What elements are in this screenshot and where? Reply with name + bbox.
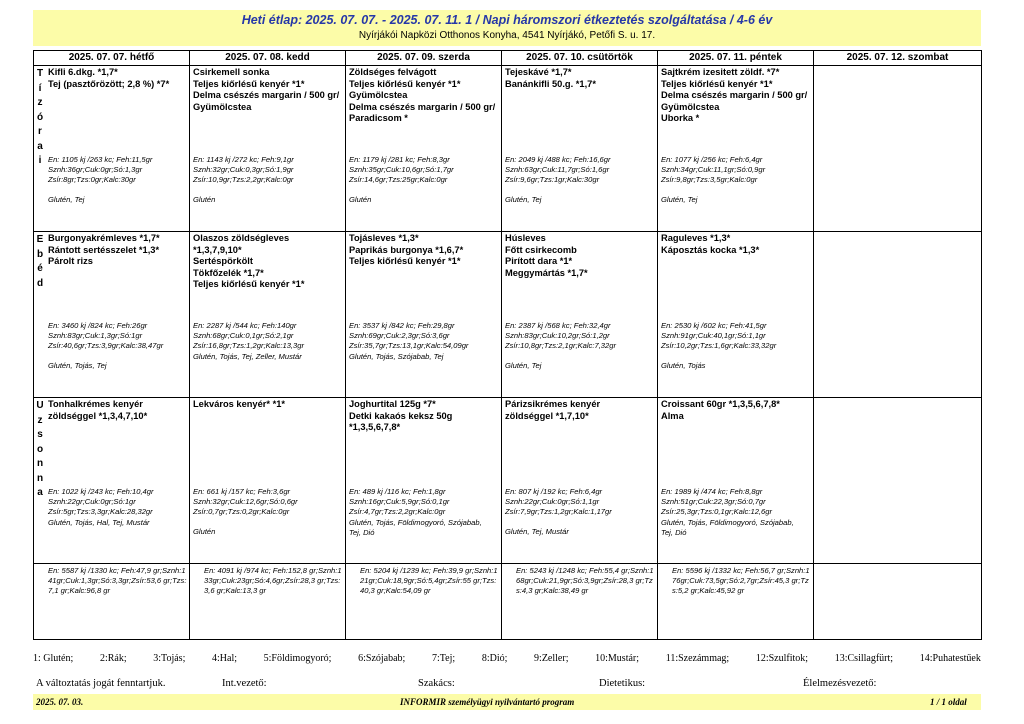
food-item: Burgonyakrémleves *1,7* [48,233,160,243]
disclaimer-text: A változtatás jogát fenntartjuk. [36,678,166,689]
food-item: Paradicsom * [349,113,408,124]
meal-cell-ebed-friday [658,232,814,398]
food-item: Raguleves *1,3* [661,233,731,243]
food-item: Olaszos zöldségleves [193,233,290,243]
meal-cell-tizorai-saturday [814,66,982,232]
meal-cell-ebed-saturday [814,232,982,398]
food-list [658,66,813,125]
menu-title: Heti étlap: 2025. 07. 07. - 2025. 07. 11. 1 / Napi háromszori étkeztetés szolgáltatása / 4-6 év [241,13,773,27]
catering-manager-signature-label: Élelmezésvezető: [803,678,877,689]
nutrition-info: En: 3537 kj /842 kc; Feh:29,8gr Sznh:69gr;Cuk:2,3gr;Só:3,6gr Zsír:35,7gr;Tzs:13,1gr;Kalc:54,09gr Glutén, Tojás, Szójabab, Tej [349,321,499,362]
meal-cell-ebed-monday [34,232,190,398]
legend-item: 3:Tojás; [153,653,186,664]
legend-item: 9:Zeller; [534,653,569,664]
meal-cell-ebed-thursday [502,232,658,398]
allergen-info: Glutén, Tojás, Tej [48,361,107,370]
meal-cell-tizorai-monday [34,66,190,232]
legend-item: 2:Rák; [99,653,127,664]
legend-item: 6:Szójabab; [358,653,406,664]
meal-cell-uzsonna-thursday [502,398,658,564]
allergen-info: Glutén, Tej, Mustár [505,527,569,536]
food-list [502,232,657,279]
food-list [658,232,813,256]
food-list [658,398,813,422]
allergen-info: Glutén, Tej [48,195,85,204]
nutrition-info: En: 807 kj /192 kc; Feh:6,4gr Sznh:22gr;Cuk:0gr;Só:1,1gr Zsír:7,9gr;Tzs:1,2gr;Kalc:1,17gr [505,487,612,517]
food-item: Delma csészés margarin / 500 gr/ [661,90,808,101]
food-item: Párizsikrémes kenyér [505,399,601,409]
food-item: Tej (pasztőrözött; 2,8 %) *7* [48,78,170,89]
meal-row-ebed [34,232,982,398]
meal-label-uzsonna: U z s o n n a [36,400,44,498]
food-item: Gyümölcstea [661,101,720,112]
meal-cell-tizorai-friday [658,66,814,232]
allergen-info: Glutén, Tej [505,361,542,370]
weekly-menu-table [33,50,982,640]
kitchen-address: Nyírjákói Napközi Otthonos Konyha, 4541 Nyírjákó, Petőfi S. u. 17. [358,30,656,41]
allergen-info: Glutén, Tej [661,195,698,204]
meal-cell-uzsonna-monday [34,398,190,564]
legend-item: 13:Csillagfürt; [834,653,894,664]
nutrition-info: En: 2287 kj /544 kc; Feh:140gr Sznh:68gr;Cuk:0,1gr;Só:2,1gr Zsír:16,8gr;Tzs:1,2gr;Kalc:13,3gr Glutén, Tojás, Tej, Zeller, Mustár [193,321,343,362]
food-item: Delma csészés margarin / 500 gr/ [193,90,340,101]
food-list [346,66,501,125]
food-item: Joghurtital 125g *7* [349,399,436,409]
allergen-legend [33,653,981,664]
meal-cell-ebed-wednesday [346,232,502,398]
nutrition-info: En: 2049 kj /488 kc; Feh:16,6gr Sznh:63gr;Cuk:11,7gr;Só:1,6gr Zsír:9,6gr;Tzs:1gr;Kalc:30gr [505,155,611,185]
meal-row-uzsonna [34,398,982,564]
daily-total-monday: En: 5587 kj /1330 kc; Feh:47,9 gr;Sznh:141gr;Cuk:1,3gr;Só:3,3gr;Zsír:53,6 gr;Tzs:7,1 gr;Kalc:96,8 gr [34,564,190,640]
food-list [502,66,657,90]
food-item: zöldséggel *1,7,10* [505,410,589,421]
food-item: Csirkemell sonka [193,67,270,77]
allergen-info: Glutén [193,527,216,536]
meal-cell-tizorai-thursday [502,66,658,232]
food-item: Tojásleves *1,3* [349,233,419,243]
nutrition-info: En: 489 kj /116 kc; Feh:1,8gr Sznh:16gr;Cuk:5,9gr;Só:0,1gr Zsír:4,7gr;Tzs:2,2gr;Kalc:0gr Glutén, Tojás, Földimogyoró, Szójabab, Tej, Dió [349,487,482,537]
nutrition-info: En: 3460 kj /824 kc; Feh:26gr Sznh:83gr;Cuk:1,3gr;Só:1gr Zsír:40,6gr;Tzs:3,9gr;Kalc:38,47gr [48,321,164,351]
food-item: Alma [661,410,684,421]
food-item: Teljes kiőrlésű kenyér *1* [193,78,305,89]
food-item: Delma csészés margarin / 500 gr/ [349,101,496,112]
nutrition-info: En: 1143 kj /272 kc; Feh:9,1gr Sznh:32gr;Cuk:0,3gr;Só:1,9gr Zsír:10,9gr;Tzs:2,2gr;Kalc:0gr [193,155,294,185]
day-header-row [34,51,982,66]
food-item: Teljes kiőrlésű kenyér *1* [349,256,461,267]
food-list [34,232,189,268]
legend-item: 4:Hal; [212,653,237,664]
food-item: Gyümölcstea [349,90,408,101]
footer-date: 2025. 07. 03. [36,697,84,707]
food-list [502,398,657,422]
daily-total-saturday [814,564,982,640]
food-list [190,398,345,411]
daily-total-wednesday: En: 5204 kj /1239 kc; Feh:39,9 gr;Sznh:121gr;Cuk:18,9gr;Só:5,4gr;Zsír:55 gr;Tzs:40,3 gr;Kalc:54,09 gr [346,564,502,640]
meal-cell-uzsonna-friday [658,398,814,564]
food-item: *1,3,7,9,10* [193,244,242,255]
legend-item: 14:Puhatestűek [919,653,981,664]
day-header-saturday: 2025. 07. 12. szombat [814,51,982,66]
nutrition-info: En: 1105 kj /263 kc; Feh:11,5gr Sznh:36gr;Cuk:0gr;Só:1,3gr Zsír:8gr;Tzs:0gr;Kalc:30gr [48,155,153,185]
food-item: Pirított dara *1* [505,256,573,267]
food-item: Uborka * [661,113,700,124]
daily-totals-row [34,564,982,640]
food-list [346,232,501,268]
allergen-info: Glutén, Tojás [661,361,706,370]
nutrition-info: En: 1022 kj /243 kc; Feh:10,4gr Sznh:22gr;Cuk:0gr;Só:1gr Zsír:5gr;Tzs:3,3gr;Kalc:28,32gr Glutén, Tojás, Hal, Tej, Mustár [48,487,154,527]
meal-cell-tizorai-wednesday [346,66,502,232]
legend-item: 8:Dió; [481,653,508,664]
meal-row-tizorai [34,66,982,232]
allergen-info: Glutén [349,195,372,204]
meal-cell-uzsonna-wednesday [346,398,502,564]
food-list [190,232,345,291]
allergen-info: Glutén [193,195,216,204]
legend-item: 11:Szezámmag; [665,653,730,664]
food-item: Paprikás burgonya *1,6,7* [349,244,464,255]
nutrition-info: En: 1989 kj /474 kc; Feh:8,8gr Sznh:51gr;Cuk:22,3gr;Só:0,7gr Zsír:25,3gr;Tzs:0,1gr;Kalc:12,6gr Glutén, Tojás, Földimogyoró, Szójabab, Tej, Dió [661,487,794,537]
food-item: Meggymártás *1,7* [505,267,588,278]
nutrition-info: En: 2387 kj /568 kc; Feh:32,4gr Sznh:83gr;Cuk:10,2gr;Só:1,2gr Zsír:10,8gr;Tzs:2,1gr;Kalc:7,32gr [505,321,616,351]
food-item: Tejeskávé *1,7* [505,67,572,77]
meal-cell-uzsonna-tuesday [190,398,346,564]
food-item: Gyümölcstea [193,101,252,112]
food-item: Lekváros kenyér* *1* [193,399,285,409]
meal-cell-uzsonna-saturday [814,398,982,564]
footer-page-number: 1 / 1 oldal [930,697,967,707]
nutrition-info: En: 1179 kj /281 kc; Feh:8,3gr Sznh:35gr;Cuk:10,6gr;Só:1,7gr Zsír:14,6gr;Tzs:25gr;Kalc:0gr [349,155,454,185]
chef-signature-label: Szakács: [418,678,455,689]
food-item: Teljes kiőrlésű kenyér *1* [661,78,773,89]
allergen-info: Glutén, Tojás, Tej, Zeller, Mustár [193,351,302,361]
food-item: Főtt csirkecomb [505,244,577,255]
director-signature-label: Int.vezető: [222,678,267,689]
food-list [34,66,189,90]
meal-label-ebed: E b é d [36,234,44,289]
food-item: Detki kakaós keksz 50g [349,410,453,421]
food-item: *1,3,5,6,7,8* [349,422,401,433]
nutrition-info: En: 1077 kj /256 kc; Feh:6,4gr Sznh:34gr;Cuk:11,1gr;Só:0,9gr Zsír:9,8gr;Tzs:3,5gr;Kalc:0gr [661,155,766,185]
food-list [346,398,501,434]
food-item: Sajtkrém izesitett zöldf. *7* [661,67,780,77]
food-item: Tökfőzelék *1,7* [193,267,264,278]
day-header-monday: 2025. 07. 07. hétfő [34,51,190,66]
meal-cell-tizorai-tuesday [190,66,346,232]
food-item: Párolt rizs [48,256,93,267]
legend-item: 5:Földimogyoró; [263,653,332,664]
dietitian-signature-label: Dietetikus: [599,678,646,689]
day-header-tuesday: 2025. 07. 08. kedd [190,51,346,66]
food-item: Káposztás kocka *1,3* [661,244,760,255]
daily-total-thursday: En: 5243 kj /1248 kc; Feh:55,4 gr;Sznh:168gr;Cuk:21,9gr;Só:3,9gr;Zsír:28,3 gr;Tzs:4,3 gr;Kalc:38,49 gr [502,564,658,640]
legend-item: 1: Glutén; [33,653,74,664]
footer-program-name: INFORMIR személyügyi nyilvántartó program [400,697,575,707]
food-item: Teljes kiőrlésű kenyér *1* [193,279,305,290]
food-item: Húsleves [505,233,546,243]
food-item: Rántott sertésszelet *1,3* [48,244,160,255]
allergen-info: Glutén, Tojás, Szójabab, Tej [349,351,444,361]
daily-total-tuesday: En: 4091 kj /974 kc; Feh:152,8 gr;Sznh:133gr;Cuk:23gr;Só:4,6gr;Zsír:28,3 gr;Tzs:3,6 gr;Kalc:13,3 gr [190,564,346,640]
allergen-info: Glutén, Tej [505,195,542,204]
day-header-wednesday: 2025. 07. 09. szerda [346,51,502,66]
nutrition-info: En: 661 kj /157 kc; Feh:3,6gr Sznh:32gr;Cuk:12,6gr;Só:0,6gr Zsír:0,7gr;Tzs:0,2gr;Kalc:0gr [193,487,298,517]
legend-item: 10:Mustár; [595,653,640,664]
food-list [190,66,345,113]
daily-total-friday: En: 5596 kj /1332 kc; Feh:56,7 gr;Sznh:176gr;Cuk:73,5gr;Só:2,7gr;Zsír:45,3 gr;Tzs:5,2 gr;Kalc:45,92 gr [658,564,814,640]
food-item: Teljes kiőrlésű kenyér *1* [349,78,461,89]
food-item: zöldséggel *1,3,4,7,10* [48,410,148,421]
food-item: Kifli 6.dkg. *1,7* [48,67,118,77]
food-item: Croissant 60gr *1,3,5,6,7,8* [661,399,780,409]
legend-item: 7:Tej; [431,653,456,664]
nutrition-info: En: 2530 kj /602 kc; Feh:41,5gr Sznh:91gr;Cuk:40,1gr;Só:1,1gr Zsír:10,2gr;Tzs:1,6gr;Kalc:33,32gr [661,321,777,351]
food-item: Banánkifli 50.g. *1,7* [505,78,596,89]
meal-cell-ebed-tuesday [190,232,346,398]
food-list [34,398,189,422]
day-header-friday: 2025. 07. 11. péntek [658,51,814,66]
food-item: Tonhalkrémes kenyér [48,399,143,409]
food-item: Sertéspörkölt [193,256,253,267]
legend-item: 12:Szulfitok; [755,653,809,664]
meal-label-tizorai: T í z ó r a i [36,68,44,166]
day-header-thursday: 2025. 07. 10. csütörtök [502,51,658,66]
food-item: Zöldséges felvágott [349,67,437,77]
